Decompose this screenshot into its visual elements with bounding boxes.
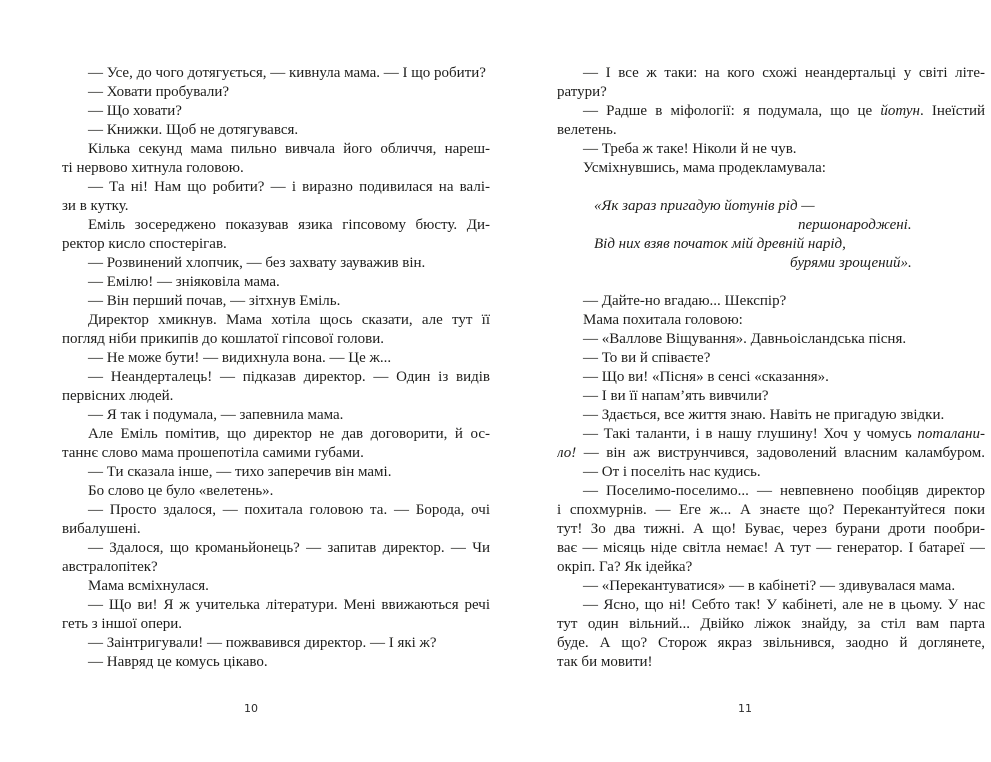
text-line: — Усе, до чого дотягується, — кивнула мама. — І що робити?	[88, 65, 486, 81]
text-line: зи в кутку.	[62, 198, 129, 214]
text-line: — Здається, все життя знаю. Навіть не пригадую звідки.	[583, 407, 945, 423]
text-segment: . Інеїстий	[919, 103, 985, 119]
text-line	[557, 444, 985, 463]
text-line: — Ти сказала інше, — тихо заперечив він мамі.	[88, 464, 392, 480]
italic-text-segment: йотун	[880, 103, 920, 119]
text-line: — Книжки. Щоб не дотягувався.	[88, 122, 299, 138]
text-line: погляд ніби прикипів до кошлатої гіпсової голови.	[62, 331, 385, 347]
text-line: — Неандерталець! — підказав директор. — Один із видів	[88, 369, 490, 385]
text-line: — Я так і подумала, — запевнила мама.	[88, 407, 344, 423]
blank-line	[557, 273, 985, 292]
text-line	[557, 102, 985, 121]
text-line: — Треба ж таке! Ніколи й не чув.	[583, 141, 797, 157]
text-line: австралопітек?	[62, 559, 158, 575]
text-line: — Навряд це комусь цікаво.	[88, 654, 268, 670]
text-line: первісних людей.	[62, 388, 174, 404]
blank-line	[557, 178, 985, 197]
text-line: — І все ж таки: на кого схожі неандертальці у світі літе-	[583, 65, 985, 81]
text-line: велетень.	[557, 122, 617, 138]
text-line: — Дайте-но вгадаю... Шекспір?	[583, 293, 787, 309]
text-line: — Що ви! «Пісня» в сенсі «сказання».	[583, 369, 829, 385]
italic-text-segment: ло!	[557, 445, 577, 461]
text-line: — Що ховати?	[88, 103, 182, 119]
text-segment: — Радше в міфології: я подумала, що це	[583, 103, 881, 119]
text-line: Бо слово це було «велетень».	[88, 483, 274, 499]
text-line: — І ви її напам’ять вивчили?	[583, 388, 769, 404]
text-line: — То ви й співаєте?	[583, 350, 711, 366]
page-left-text-block	[62, 64, 490, 672]
text-line: Кілька секунд мама пильно вивчала його обличчя, нареш-	[88, 141, 490, 157]
text-line: — «Перекантуватися» — в кабінеті? — здивувалася мама.	[583, 578, 956, 594]
text-line: Директор хмикнув. Мама хотіла щось сказати, але тут її	[88, 312, 490, 328]
text-line: — Ясно, що ні! Себто так! У кабінеті, але не в цьому. У нас	[583, 597, 985, 613]
text-segment: — Такі таланти, і в нашу глушину! Хоч у чомусь	[583, 426, 918, 442]
text-line: — Та ні! Нам що робити? — і виразно подивилася на валі-	[88, 179, 490, 195]
text-line: — Поселимо-поселимо... — невпевнено пообіцяв директор	[583, 483, 985, 499]
text-line: Але Еміль помітив, що директор не дав договорити, й ос-	[88, 426, 490, 442]
text-line: окріп. Га? Як ідейка?	[557, 559, 693, 575]
text-line: тут один вільний... Двійко ліжок знайду, за стіл вам парта	[557, 616, 985, 632]
text-line: ті нервово хитнула головою.	[62, 160, 244, 176]
text-line: ває — місяць ніде світла немає! А тут — генератор. І батареї —	[557, 540, 985, 556]
text-line: — Не може бути! — видихнула вона. — Це ж...	[88, 350, 392, 366]
text-line: Від них взяв початок мій древній нарід,	[594, 236, 846, 252]
text-line: Мама всміхнулася.	[88, 578, 209, 594]
text-line: — Здалося, що кроманьйонець? — запитав директор. — Чи	[88, 540, 490, 556]
text-line: таннє слово мама прошепотіла самими губами.	[62, 445, 364, 461]
text-line: «Як зараз пригадую йотунів рід —	[594, 198, 815, 214]
text-line: буде. А що? Сторож якраз звільнився, заодно й доглянете,	[557, 635, 985, 651]
text-line: вибалушені.	[62, 521, 141, 537]
text-line: тут! Зо два тижні. А що! Буває, через бурани дроти пообри-	[557, 521, 985, 537]
text-line: — Він перший почав, — зітхнув Еміль.	[88, 293, 341, 309]
page-number-left: 10	[244, 702, 258, 715]
text-line: першонароджені.	[798, 217, 912, 233]
text-line: геть з іншої опери.	[62, 616, 183, 632]
page-number-right: 11	[738, 702, 752, 715]
text-line: — «Валлове Віщування». Давньоісландська пісня.	[583, 331, 907, 347]
text-line: Еміль зосереджено показував язика гіпсовому бюсту. Ди-	[88, 217, 490, 233]
text-line: так би мовити!	[557, 654, 653, 670]
text-line: ратури?	[557, 84, 607, 100]
text-line: бурями зрощений».	[790, 255, 912, 271]
text-line	[557, 425, 985, 444]
page-right-text-block	[557, 64, 985, 672]
text-line: — Емілю! — зніяковіла мама.	[88, 274, 280, 290]
text-segment: — він аж виструнчився, задоволений власним каламбуром.	[576, 445, 985, 461]
text-line: ректор кисло спостерігав.	[62, 236, 227, 252]
text-line: — Ховати пробували?	[88, 84, 230, 100]
text-line: і спохмурнів. — Еге ж... А знаєте що? Перекантуйтеся поки	[557, 502, 985, 518]
italic-text-segment: поталани-	[917, 426, 985, 442]
text-line: — Заінтригували! — пожвавився директор. — І які ж?	[88, 635, 437, 651]
text-line: — Просто здалося, — похитала головою та. — Борода, очі	[88, 502, 490, 518]
text-line: Усміхнувшись, мама продекламувала:	[583, 160, 826, 176]
text-line: — От і поселіть нас кудись.	[583, 464, 761, 480]
text-line: — Розвинений хлопчик, — без захвату зауважив він.	[88, 255, 426, 271]
text-line: — Що ви! Я ж учителька літератури. Мені ввижаються речі	[88, 597, 490, 613]
text-line: Мама похитала головою:	[583, 312, 743, 328]
